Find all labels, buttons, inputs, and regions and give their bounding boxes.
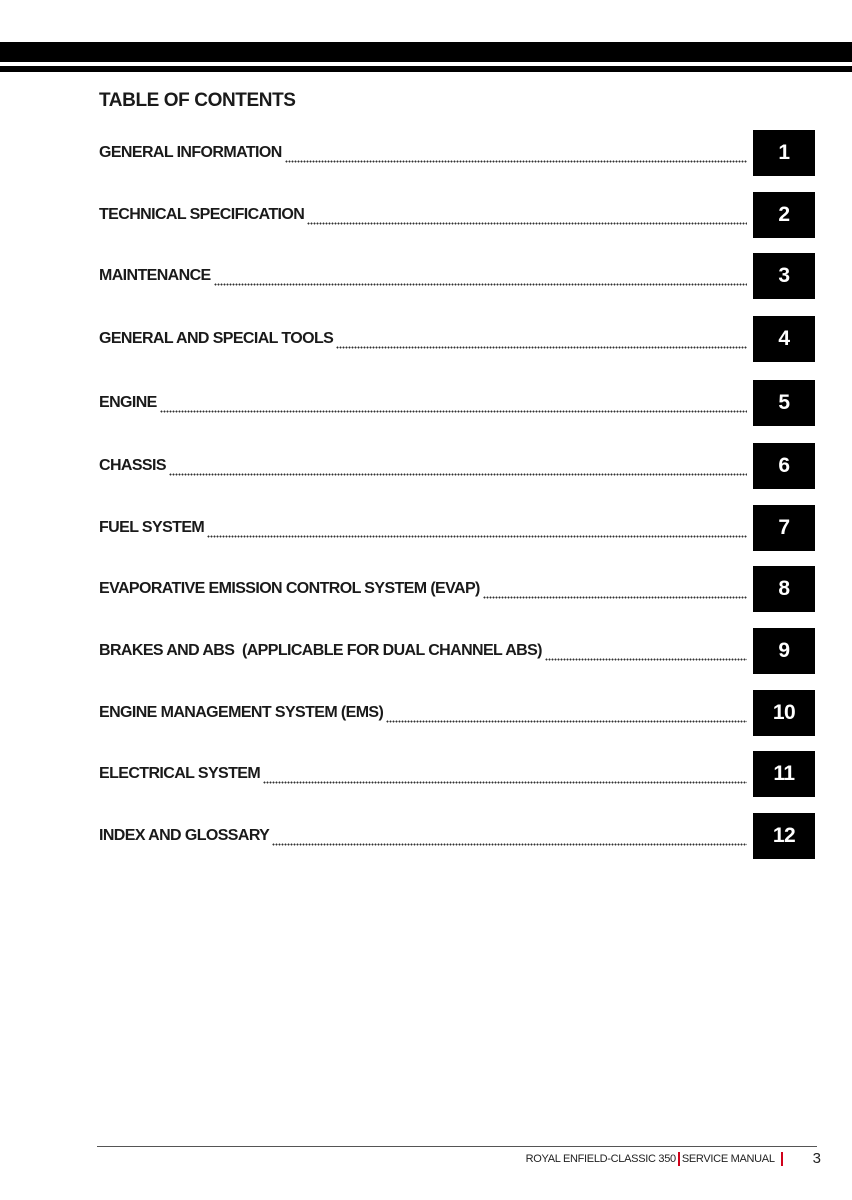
footer-rule xyxy=(97,1146,817,1147)
chapter-number-box: 3 xyxy=(753,253,815,299)
toc-entry[interactable] xyxy=(99,316,815,362)
toc-entry-label: BRAKES AND ABS (APPLICABLE FOR DUAL CHANNEL ABS) xyxy=(99,642,542,659)
toc-entry[interactable] xyxy=(99,130,815,176)
toc-row xyxy=(99,566,747,612)
page-number: 3 xyxy=(812,1150,821,1167)
chapter-number-box: 1 xyxy=(753,130,815,176)
toc-row xyxy=(99,192,747,238)
toc-entry[interactable] xyxy=(99,690,815,736)
page-title: TABLE OF CONTENTS xyxy=(99,90,296,111)
dot-leader xyxy=(307,211,747,225)
footer-separator xyxy=(781,1152,783,1166)
toc-row xyxy=(99,130,747,176)
toc-entry-label: INDEX AND GLOSSARY xyxy=(99,827,270,844)
toc-entry[interactable] xyxy=(99,751,815,797)
dot-leader xyxy=(263,770,747,784)
toc-entry[interactable] xyxy=(99,813,815,859)
chapter-number-box: 11 xyxy=(753,751,815,797)
toc-row xyxy=(99,690,747,736)
dot-leader xyxy=(160,399,747,413)
toc-entry[interactable] xyxy=(99,443,815,489)
toc-entry-label: ENGINE MANAGEMENT SYSTEM (EMS) xyxy=(99,704,384,721)
toc-row xyxy=(99,253,747,299)
footer-doc-subtitle: SERVICE MANUAL xyxy=(681,1152,775,1165)
dot-leader xyxy=(545,647,747,661)
dot-leader xyxy=(169,462,747,476)
toc-row xyxy=(99,443,747,489)
dot-leader xyxy=(207,524,747,538)
chapter-number-box: 2 xyxy=(753,192,815,238)
chapter-number-box: 12 xyxy=(753,813,815,859)
toc-entry-label: FUEL SYSTEM xyxy=(99,519,205,536)
chapter-number-box: 9 xyxy=(753,628,815,674)
toc-row xyxy=(99,380,747,426)
toc-row xyxy=(99,751,747,797)
toc-entry-label: GENERAL AND SPECIAL TOOLS xyxy=(99,330,334,347)
dot-leader xyxy=(272,832,747,846)
toc-entry-label: MAINTENANCE xyxy=(99,267,211,284)
toc-entry-label: ENGINE xyxy=(99,394,157,411)
toc-row xyxy=(99,316,747,362)
footer-separator xyxy=(678,1152,680,1166)
chapter-number-box: 10 xyxy=(753,690,815,736)
dot-leader xyxy=(285,149,747,163)
chapter-number-box: 5 xyxy=(753,380,815,426)
toc-entry[interactable] xyxy=(99,380,815,426)
dot-leader xyxy=(386,709,747,723)
chapter-number-box: 8 xyxy=(753,566,815,612)
toc-entry[interactable] xyxy=(99,253,815,299)
toc-entry[interactable] xyxy=(99,505,815,551)
toc-row xyxy=(99,813,747,859)
toc-row xyxy=(99,505,747,551)
dot-leader xyxy=(214,272,747,286)
toc-entry[interactable] xyxy=(99,566,815,612)
chapter-number-box: 4 xyxy=(753,316,815,362)
toc-entry-label: EVAPORATIVE EMISSION CONTROL SYSTEM (EVAP) xyxy=(99,580,480,597)
dot-leader xyxy=(336,335,747,349)
footer-doc-title: ROYAL ENFIELD-CLASSIC 350 xyxy=(525,1152,676,1165)
toc-row xyxy=(99,628,747,674)
dot-leader xyxy=(483,585,747,599)
toc-entry[interactable] xyxy=(99,628,815,674)
chapter-number-box: 6 xyxy=(753,443,815,489)
toc-entry-label: GENERAL INFORMATION xyxy=(99,144,282,161)
toc-entry-label: ELECTRICAL SYSTEM xyxy=(99,765,261,782)
chapter-number-box: 7 xyxy=(753,505,815,551)
toc-entry-label: TECHNICAL SPECIFICATION xyxy=(99,206,305,223)
header-rule xyxy=(0,66,852,72)
header-band xyxy=(0,42,852,62)
page-footer xyxy=(526,1150,821,1167)
toc-entry[interactable] xyxy=(99,192,815,238)
toc-entry-label: CHASSIS xyxy=(99,457,166,474)
